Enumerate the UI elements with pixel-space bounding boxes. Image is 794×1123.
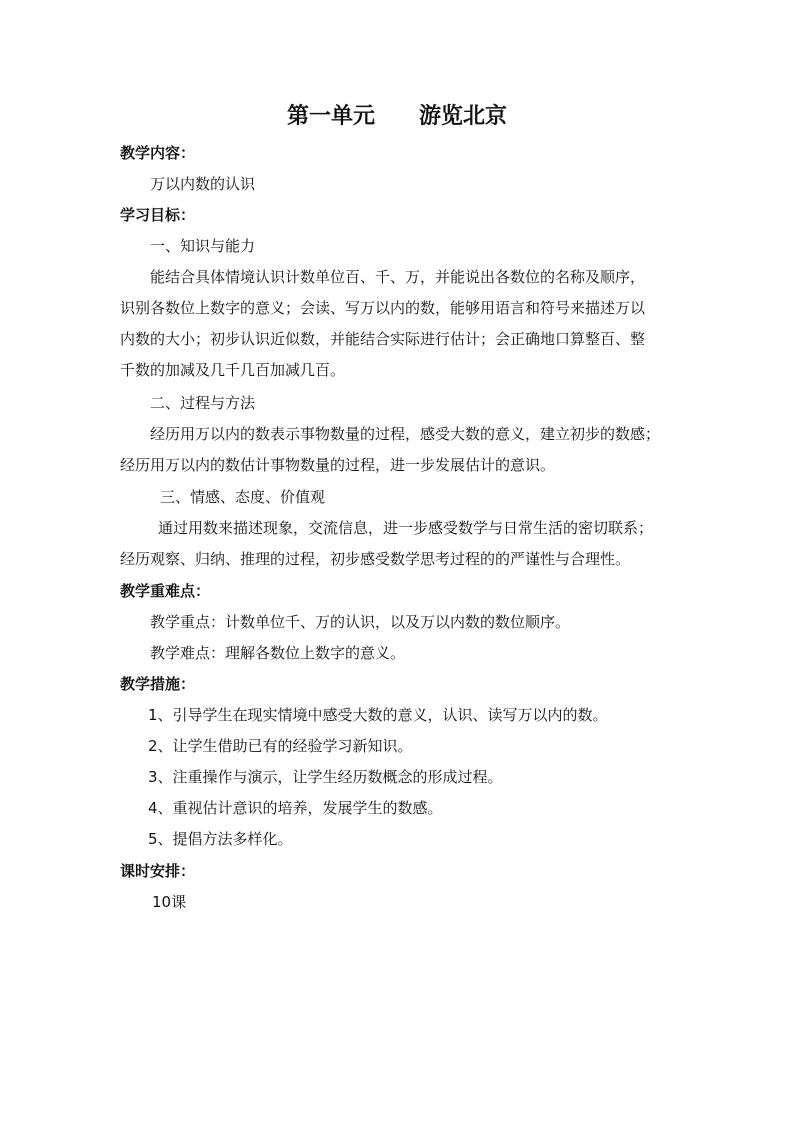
key-point: 教学重点：计数单位千、万的认识，以及万以内数的数位顺序。 xyxy=(150,613,571,631)
measure-item: 1、引导学生在现实情境中感受大数的意义，认识、读写万以内的数。 xyxy=(148,706,608,724)
section-heading-goals: 学习目标： xyxy=(120,206,196,224)
goal3-line: 通过用数来描述现象，交流信息，进一步感受数学与日常生活的密切联系； xyxy=(158,519,654,537)
goal2-line: 经历用万以内的数估计事物数量的过程，进一步发展估计的意识。 xyxy=(120,456,556,474)
goal1-title: 一、知识与能力 xyxy=(150,237,256,255)
section-heading-measures: 教学措施： xyxy=(120,675,196,693)
goal1-line: 识别各数位上数字的意义；会读、写万以内的数，能够用语言和符号来描述万以 xyxy=(120,299,646,317)
measure-item: 5、提倡方法多样化。 xyxy=(148,830,293,848)
goal1-line: 内数的大小；初步认识近似数，并能结合实际进行估计；会正确地口算整百、整 xyxy=(120,330,646,348)
section-heading-schedule: 课时安排： xyxy=(120,862,196,880)
difficult-point: 教学难点：理解各数位上数字的意义。 xyxy=(150,644,406,662)
measure-item: 3、注重操作与演示，让学生经历数概念的形成过程。 xyxy=(148,768,503,786)
measure-item: 2、让学生借助已有的经验学习新知识。 xyxy=(148,737,413,755)
goal2-title: 二、过程与方法 xyxy=(150,394,256,412)
section-heading-difficulty: 教学重难点： xyxy=(120,582,211,600)
goal1-line: 千数的加减及几千几百加减几百。 xyxy=(120,361,346,379)
goal2-line: 经历用万以内的数表示事物数量的过程，感受大数的意义，建立初步的数感； xyxy=(150,425,661,443)
goal1-line: 能结合具体情境认识计数单位百、千、万，并能说出各数位的名称及顺序， xyxy=(150,268,646,286)
goal3-title: 三、情感、态度、价值观 xyxy=(160,488,326,506)
content-text: 万以内数的认识 xyxy=(150,175,256,193)
measure-item: 4、重视估计意识的培养，发展学生的数感。 xyxy=(148,799,443,817)
document-title: 第一单元 游览北京 xyxy=(286,104,507,129)
section-heading-content: 教学内容： xyxy=(120,144,196,162)
schedule-text: 10课 xyxy=(152,893,187,911)
goal3-line: 经历观察、归纳、推理的过程，初步感受数学思考过程的的严谨性与合理性。 xyxy=(120,550,631,568)
